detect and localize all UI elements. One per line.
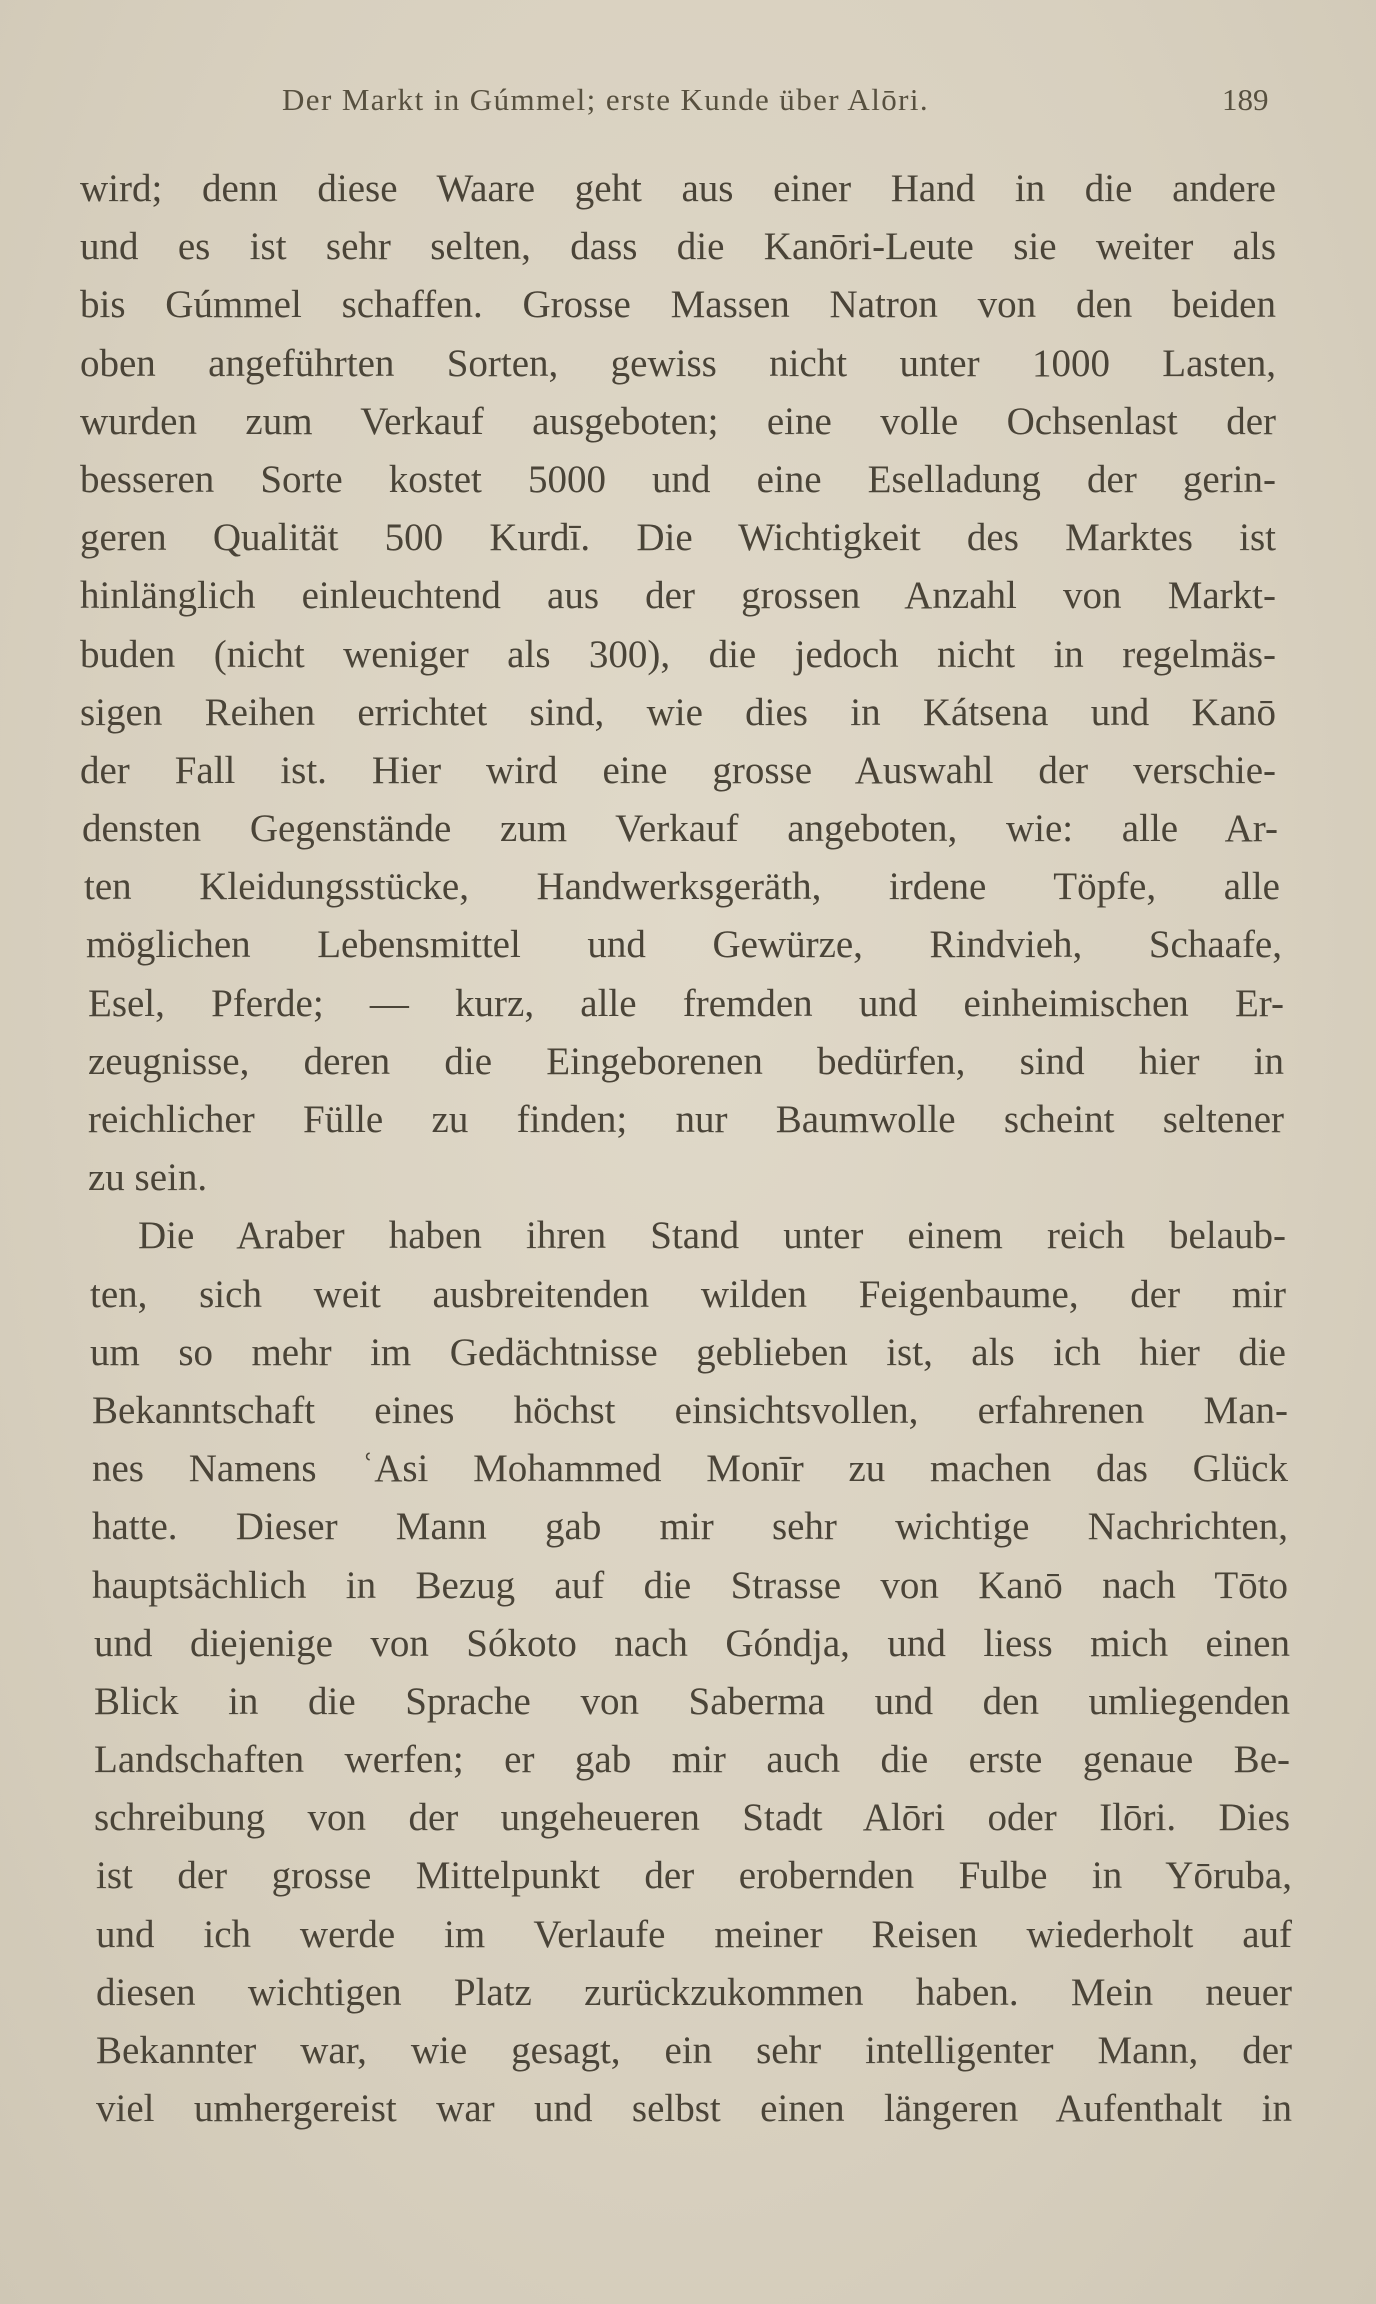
page-header [0, 82, 1376, 122]
text-line: ist der grosse Mittelpunkt der erobernden Fulbe in Yōruba, [96, 1854, 1292, 1897]
text-line: besseren Sorte kostet 5000 und eine Eselladung der gerin- [80, 458, 1276, 501]
text-line: hatte. Dieser Mann gab mir sehr wichtige Nachrichten, [92, 1505, 1288, 1548]
text-line: Bekannter war, wie gesagt, ein sehr intelligenter Mann, der [96, 2029, 1292, 2072]
text-line: möglichen Lebensmittel und Gewürze, Rindvieh, Schaafe, [86, 923, 1282, 966]
paragraph-first-line: Die Araber haben ihren Stand unter einem reich belaub- [138, 1214, 1286, 1257]
text-line: um so mehr im Gedächtnisse geblieben ist, als ich hier die [90, 1331, 1286, 1374]
text-line: Blick in die Sprache von Saberma und den umliegenden [94, 1680, 1290, 1723]
text-line: buden (nicht weniger als 300), die jedoch nicht in regelmäs- [80, 633, 1276, 676]
text-line: Esel, Pferde; — kurz, alle fremden und einheimischen Er- [88, 982, 1284, 1025]
text-line: und es ist sehr selten, dass die Kanōri-Leute sie weiter als [80, 225, 1276, 268]
text-line: wird; denn diese Waare geht aus einer Hand in die andere [80, 167, 1276, 210]
text-line: der Fall ist. Hier wird eine grosse Auswahl der verschie- [80, 749, 1276, 792]
text-line: Bekanntschaft eines höchst einsichtsvollen, erfahrenen Man- [92, 1389, 1288, 1432]
text-line: und diejenige von Sókoto nach Góndja, und liess mich einen [94, 1622, 1290, 1665]
text-line: oben angeführten Sorten, gewiss nicht unter 1000 Lasten, [80, 342, 1276, 385]
text-line: und ich werde im Verlaufe meiner Reisen wiederholt auf [96, 1913, 1292, 1956]
text-line: hauptsächlich in Bezug auf die Strasse von Kanō nach Tōto [92, 1564, 1288, 1607]
running-title: Der Markt in Gúmmel; erste Kunde über Alōri. [282, 82, 930, 117]
text-line: schreibung von der ungeheueren Stadt Alōri oder Ilōri. Dies [94, 1796, 1290, 1839]
text-line: bis Gúmmel schaffen. Grosse Massen Natron von den beiden [80, 283, 1276, 326]
page-number: 189 [1222, 82, 1269, 117]
text-line: sigen Reihen errichtet sind, wie dies in Kátsena und Kanō [80, 691, 1276, 734]
text-line: reichlicher Fülle zu finden; nur Baumwolle scheint seltener [88, 1098, 1284, 1141]
text-line: viel umhergereist war und selbst einen längeren Aufenthalt in [96, 2087, 1292, 2130]
text-line: ten, sich weit ausbreitenden wilden Feigenbaume, der mir [90, 1273, 1286, 1316]
text-line: geren Qualität 500 Kurdī. Die Wichtigkeit des Marktes ist [80, 516, 1276, 559]
text-line: densten Gegenstände zum Verkauf angeboten, wie: alle Ar- [82, 807, 1278, 850]
text-line: ten Kleidungsstücke, Handwerksgeräth, irdene Töpfe, alle [84, 865, 1280, 908]
text-line: zu sein. [88, 1156, 208, 1199]
text-line: nes Namens ʿAsi Mohammed Monīr zu machen das Glück [92, 1447, 1288, 1490]
text-line: hinlänglich einleuchtend aus der grossen Anzahl von Markt- [80, 574, 1276, 617]
text-line: zeugnisse, deren die Eingeborenen bedürfen, sind hier in [88, 1040, 1284, 1083]
text-line: diesen wichtigen Platz zurückzukommen haben. Mein neuer [96, 1971, 1292, 2014]
text-line: wurden zum Verkauf ausgeboten; eine volle Ochsenlast der [80, 400, 1276, 443]
text-line: Landschaften werfen; er gab mir auch die erste genaue Be- [94, 1738, 1290, 1781]
